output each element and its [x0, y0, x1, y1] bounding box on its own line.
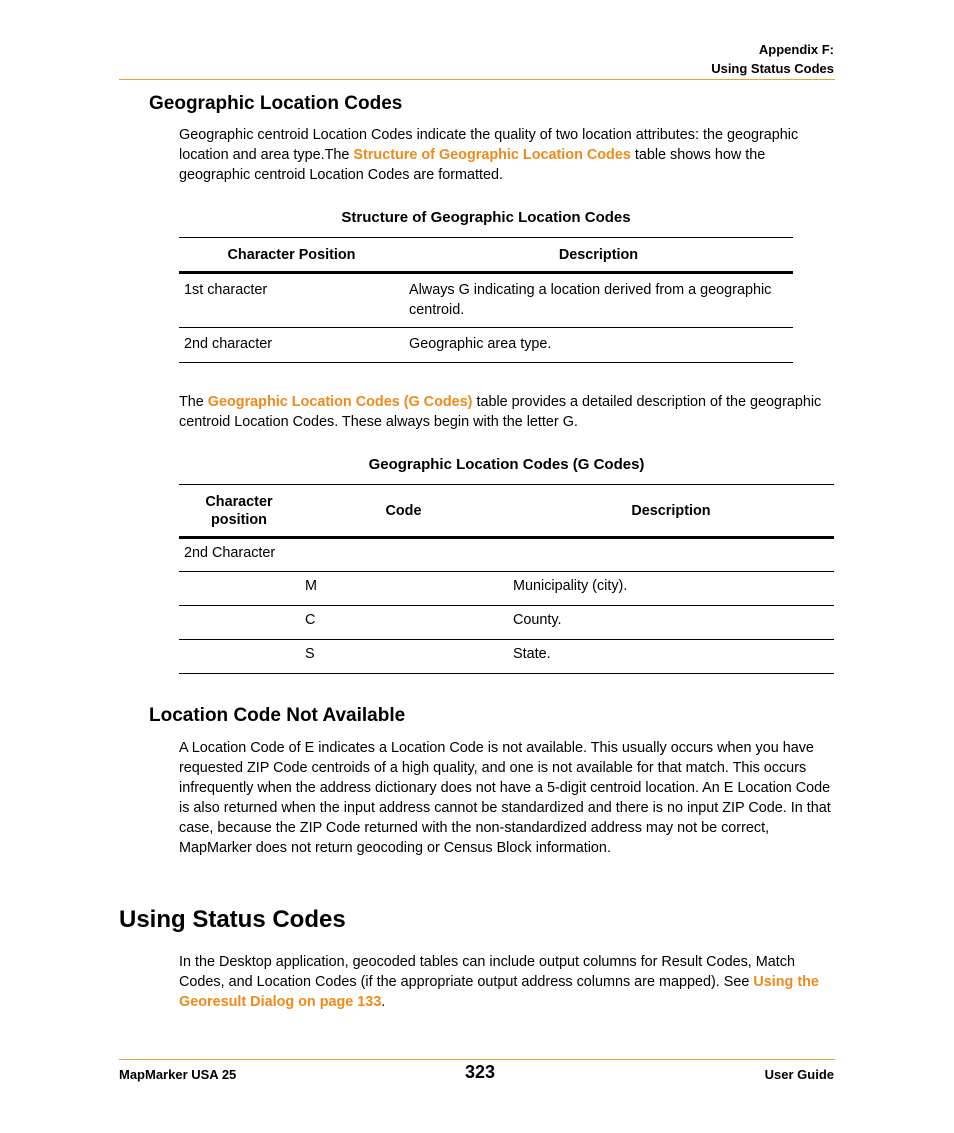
header-section: Using Status Codes	[711, 61, 834, 76]
table-row	[179, 640, 834, 674]
column-header: Description	[508, 485, 834, 538]
paragraph-gcodes-intro	[179, 392, 829, 432]
structure-table	[179, 237, 793, 363]
table-header-row	[179, 238, 793, 273]
table-cell: Always G indicating a location derived from a geographic centroid.	[404, 273, 793, 328]
table-cell: Municipality (city).	[508, 572, 834, 606]
footer-guide: User Guide	[764, 1067, 834, 1082]
table-cell	[179, 572, 299, 606]
table-row	[179, 572, 834, 606]
table-row	[179, 328, 793, 363]
table-header-row	[179, 485, 834, 538]
paragraph-geo-intro	[179, 125, 829, 185]
table-row	[179, 538, 834, 572]
table-row	[179, 273, 793, 328]
column-header: Description	[404, 238, 793, 273]
table-cell: 2nd character	[179, 328, 404, 363]
table-cell: County.	[508, 606, 834, 640]
link-georesult-dialog[interactable]: Using the Georesult Dialog on page 133	[179, 974, 819, 1010]
para-text: The	[179, 394, 208, 410]
page-number: 323	[464, 1062, 496, 1082]
column-header: Character Position	[179, 238, 404, 273]
table-cell	[508, 538, 834, 572]
table-row	[179, 606, 834, 640]
table-cell: State.	[508, 640, 834, 674]
table-cell	[179, 640, 299, 674]
link-structure-table[interactable]: Structure of Geographic Location Codes	[353, 147, 631, 163]
column-header-text: Character position	[205, 493, 273, 528]
para-text: In the Desktop application, geocoded tables can include output columns for Result Codes, Match Codes, and Location Codes (if the appropriate output address columns are mapped). See	[179, 954, 795, 990]
running-header	[711, 40, 834, 78]
paragraph-status-codes	[179, 952, 829, 1012]
table2-caption: Geographic Location Codes (G Codes)	[368, 456, 645, 473]
table-cell: 1st character	[179, 273, 404, 328]
footer-product: MapMarker USA 25	[119, 1067, 237, 1082]
para-text: Geographic centroid Location Codes indicate the quality of two location attributes: the geographic location and area type.The	[179, 127, 799, 163]
column-header: Code	[299, 485, 508, 538]
table-cell: M	[299, 572, 508, 606]
para-text: .	[381, 994, 386, 1010]
header-rule	[119, 79, 835, 80]
paragraph-not-available: A Location Code of E indicates a Location Code is not available. This usually occurs when you have requested ZIP Code centroids of a high quality, and one is not available for that match. This occurs infrequently when the address dictionary does not have a 5-digit centroid location. An E Location Code is also returned when the input address cannot be standardized and there is no input ZIP Code. In that case, because the ZIP Code returned with the non-standardized address may not be correct, MapMarker does not return geocoding or Census Block information.	[179, 740, 831, 856]
column-header	[179, 485, 299, 538]
table-cell	[299, 538, 508, 572]
link-gcodes-table[interactable]: Geographic Location Codes (G Codes)	[207, 394, 473, 410]
table-cell: Geographic area type.	[404, 328, 793, 363]
footer-rule	[119, 1059, 835, 1060]
heading-using-status-codes: Using Status Codes	[119, 906, 346, 933]
heading-location-code-not-available: Location Code Not Available	[149, 705, 406, 726]
table1-caption: Structure of Geographic Location Codes	[341, 209, 631, 226]
para-text: table shows how the geographic centroid Location Codes are formatted.	[179, 147, 766, 183]
table-cell: 2nd Character	[179, 538, 299, 572]
heading-geographic-location-codes: Geographic Location Codes	[149, 93, 403, 114]
table-cell	[179, 606, 299, 640]
table-cell: S	[299, 640, 508, 674]
table-cell: C	[299, 606, 508, 640]
header-appendix: Appendix F:	[758, 42, 834, 57]
para-text: table provides a detailed description of the geographic centroid Location Codes. These always begin with the letter G.	[179, 394, 822, 430]
gcodes-table	[179, 484, 834, 674]
